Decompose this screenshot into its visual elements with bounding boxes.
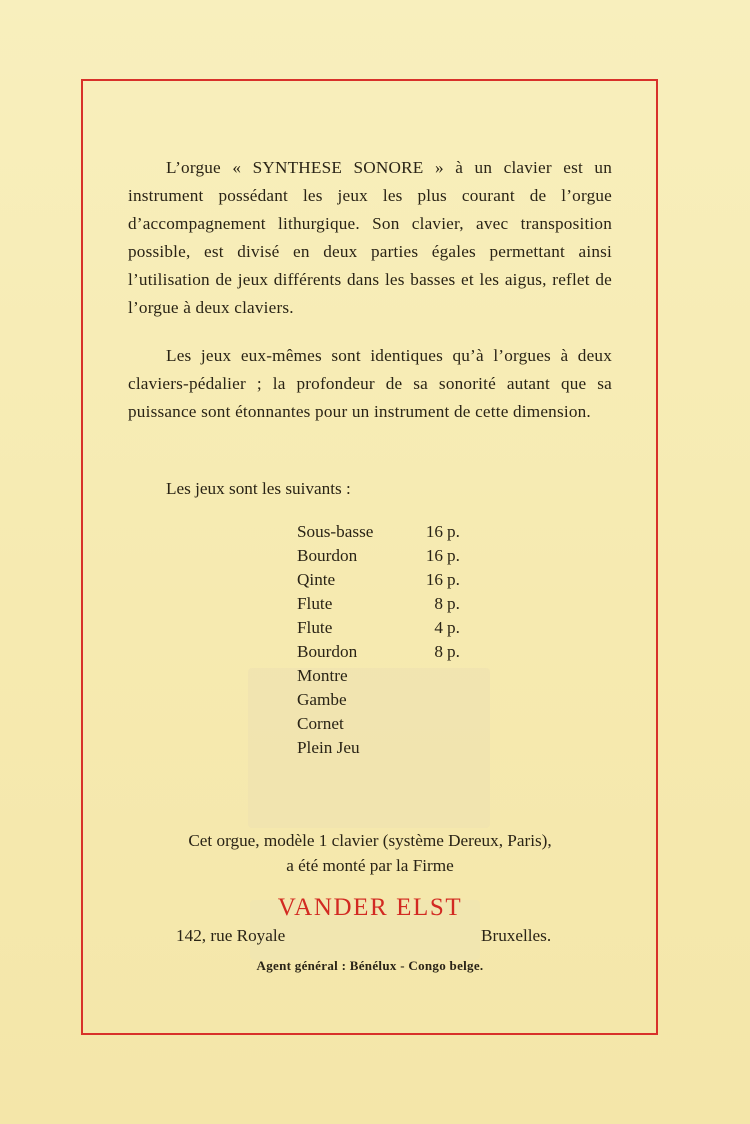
intro-paragraph xyxy=(128,154,612,322)
stop-size: 16 xyxy=(425,546,443,565)
stop-item xyxy=(297,736,467,760)
stop-name: Sous-basse xyxy=(297,522,374,541)
stop-item xyxy=(297,520,467,544)
credit-line: Cet orgue, modèle 1 clavier (système Dereux, Paris), xyxy=(188,831,552,850)
stop-unit: p. xyxy=(447,642,460,661)
stop-item xyxy=(297,592,467,616)
sound-paragraph-text: Les jeux eux-mêmes sont identiques qu’à l’orgues à deux claviers-pédalier ; la profondeur de sa sonorité autant que sa puissance sont étonnantes pour un instrument de cette dimension. xyxy=(128,346,612,421)
stop-item xyxy=(297,640,467,664)
stop-name: Plein Jeu xyxy=(297,738,360,757)
stop-item xyxy=(297,568,467,592)
stop-name: Flute xyxy=(297,618,333,637)
stop-item xyxy=(297,664,467,688)
agent-line: Agent général : Bénélux - Congo belge. xyxy=(256,958,484,973)
stop-name: Gambe xyxy=(297,690,347,709)
stop-name: Bourdon xyxy=(297,642,358,661)
stop-unit: p. xyxy=(447,594,460,613)
stop-name: Qinte xyxy=(297,570,336,589)
stop-size: 16 xyxy=(425,570,443,589)
credit-block xyxy=(100,828,640,878)
stops-list xyxy=(297,520,467,760)
stop-size: 8 xyxy=(434,594,443,613)
stop-name: Flute xyxy=(297,594,333,613)
stop-size: 8 xyxy=(434,642,443,661)
stop-unit: p. xyxy=(447,570,460,589)
stop-name: Cornet xyxy=(297,714,344,733)
stop-name: Montre xyxy=(297,666,348,685)
credit-line: a été monté par la Firme xyxy=(286,856,454,875)
stop-size: 4 xyxy=(434,618,443,637)
stop-item xyxy=(297,544,467,568)
stop-item xyxy=(297,616,467,640)
stop-unit: p. xyxy=(447,522,460,541)
firm-address: 142, rue Royale xyxy=(176,926,286,945)
stop-unit: p. xyxy=(447,618,460,637)
stop-item xyxy=(297,688,467,712)
sound-paragraph xyxy=(128,342,612,426)
stop-item xyxy=(297,712,467,736)
firm-name: VANDER ELST xyxy=(277,894,463,921)
intro-paragraph-text: L’orgue « SYNTHESE SONORE » à un clavier est un instrument possédant les jeux les plus courant de l’orgue d’accompagnement lithurgique. Son clavier, avec transposition possible, est divisé en deux parties égales permettant ainsi l’utilisation de jeux différents dans les basses et les aigus, reflet de l’orgue à deux claviers. xyxy=(128,158,612,317)
stop-size: 16 xyxy=(425,522,443,541)
stops-intro: Les jeux sont les suivants : xyxy=(166,479,351,498)
stop-name: Bourdon xyxy=(297,546,358,565)
firm-city: Bruxelles. xyxy=(481,926,552,945)
stop-unit: p. xyxy=(447,546,460,565)
